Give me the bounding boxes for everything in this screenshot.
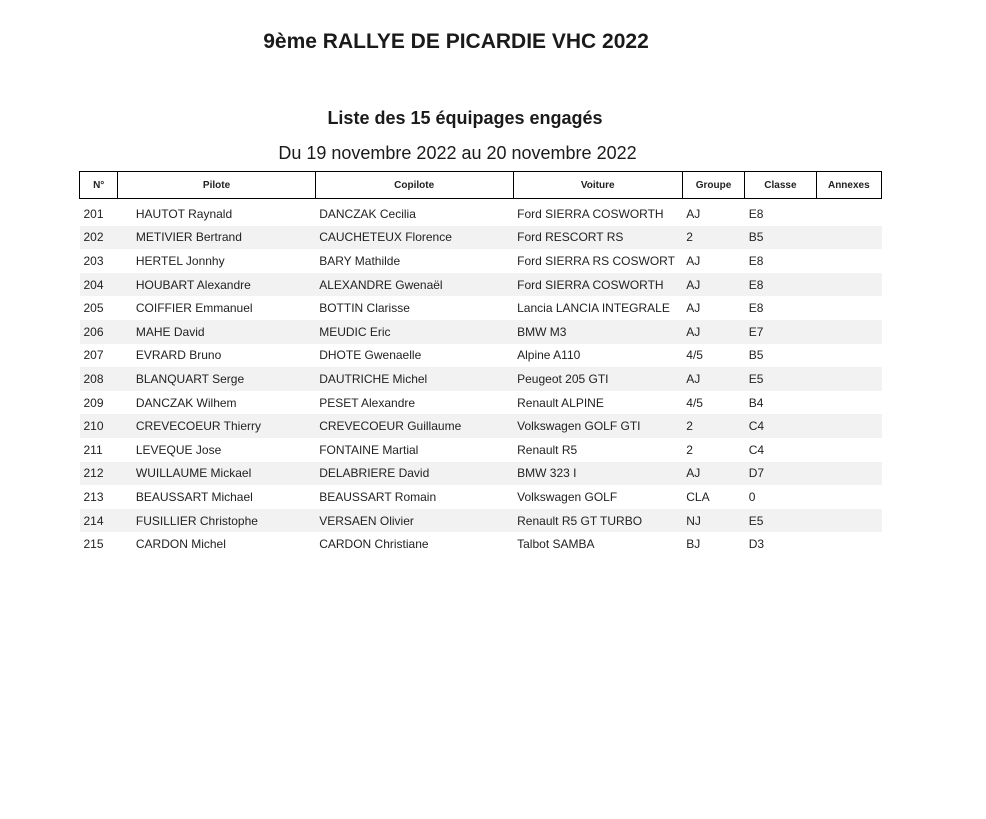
cell-pilote: HOUBART Alexandre: [118, 273, 315, 297]
cell-pilote: HAUTOT Raynald: [135, 206, 233, 221]
table-row: [80, 367, 882, 391]
cell-voiture: Ford RESCORT RS: [513, 226, 682, 250]
entries-table: [79, 171, 882, 556]
cell-copilote: CREVECOEUR Guillaume: [315, 414, 513, 438]
cell-groupe: AJ: [686, 301, 701, 316]
table-row: [80, 296, 882, 320]
cell-copilote: CARDON Christiane: [319, 537, 429, 552]
cell-num: 208: [80, 367, 118, 391]
table-row: [80, 391, 882, 415]
cell-classe: 0: [748, 489, 756, 504]
cell-classe: E5: [745, 367, 816, 391]
cell-classe: B5: [745, 226, 816, 250]
cell-voiture: Lancia LANCIA INTEGRALE: [517, 301, 670, 316]
cell-groupe: 4/5: [686, 348, 703, 363]
cell-groupe: AJ: [682, 273, 744, 297]
cell-voiture: Ford SIERRA COSWORTH: [517, 206, 664, 221]
table-row: [80, 344, 882, 368]
cell-copilote: DANCZAK Cecilia: [319, 206, 416, 221]
cell-copilote: ALEXANDRE Gwenaël: [315, 273, 513, 297]
cell-num: 207: [83, 348, 104, 363]
cell-copilote: BEAUSSART Romain: [319, 489, 437, 504]
cell-classe: E8: [748, 206, 764, 221]
cell-voiture: Ford SIERRA RS COSWORT: [517, 253, 675, 268]
table-row: [80, 199, 882, 226]
cell-annexes: [816, 226, 881, 250]
column-header-pilote: Pilote: [118, 172, 315, 199]
cell-num: 205: [83, 301, 104, 316]
table-row: [80, 249, 882, 273]
cell-pilote: CARDON Michel: [135, 537, 226, 552]
cell-pilote: METIVIER Bertrand: [118, 226, 315, 250]
cell-copilote: DELABRIERE David: [315, 462, 513, 486]
cell-num: 203: [83, 253, 104, 268]
cell-voiture: Renault R5: [517, 442, 578, 457]
cell-num: 213: [83, 489, 104, 504]
cell-groupe: 2: [682, 226, 744, 250]
cell-num: 202: [80, 226, 118, 250]
cell-copilote: MEUDIC Eric: [315, 320, 513, 344]
cell-annexes: [816, 320, 881, 344]
table-row: [80, 414, 882, 438]
cell-voiture: Volkswagen GOLF: [517, 489, 618, 504]
cell-pilote: BLANQUART Serge: [118, 367, 315, 391]
cell-groupe: AJ: [682, 367, 744, 391]
cell-pilote: EVRARD Bruno: [135, 348, 222, 363]
cell-groupe: CLA: [686, 489, 710, 504]
cell-classe: B5: [748, 348, 764, 363]
column-header-num: N°: [80, 172, 118, 199]
cell-pilote: WUILLAUME Mickael: [118, 462, 315, 486]
cell-voiture: Ford SIERRA COSWORTH: [513, 273, 682, 297]
cell-pilote: CREVECOEUR Thierry: [118, 414, 315, 438]
column-header-voiture: Voiture: [513, 172, 682, 199]
cell-pilote: BEAUSSART Michael: [135, 489, 253, 504]
cell-classe: B4: [748, 395, 764, 410]
cell-groupe: AJ: [686, 206, 701, 221]
table-row: [80, 226, 882, 250]
cell-voiture: BMW 323 I: [513, 462, 682, 486]
cell-num: 215: [83, 537, 104, 552]
cell-num: 209: [83, 395, 104, 410]
cell-num: 210: [80, 414, 118, 438]
cell-copilote: BARY Mathilde: [319, 253, 401, 268]
cell-num: 211: [83, 442, 103, 457]
cell-classe: E8: [745, 273, 816, 297]
document-subtitle: Liste des 15 équipages engagés: [327, 108, 603, 128]
cell-pilote: COIFFIER Emmanuel: [135, 301, 253, 316]
cell-pilote: LEVEQUE Jose: [135, 442, 222, 457]
cell-pilote: HERTEL Jonnhy: [135, 253, 225, 268]
cell-pilote: DANCZAK Wilhem: [135, 395, 237, 410]
cell-voiture: Renault R5 GT TURBO: [513, 509, 682, 533]
cell-annexes: [816, 509, 881, 533]
table-row: [80, 532, 882, 556]
cell-voiture: Volkswagen GOLF GTI: [513, 414, 682, 438]
cell-annexes: [816, 414, 881, 438]
table-row: [80, 509, 882, 533]
table-header-row: [80, 172, 882, 199]
table-row: [80, 273, 882, 297]
cell-annexes: [816, 367, 881, 391]
cell-groupe: BJ: [686, 537, 701, 552]
cell-annexes: [816, 296, 881, 320]
column-header-annexes: Annexes: [816, 172, 881, 199]
cell-num: 204: [80, 273, 118, 297]
cell-num: 206: [80, 320, 118, 344]
event-dates: Du 19 novembre 2022 au 20 novembre 2022: [278, 143, 637, 163]
cell-classe: E8: [748, 253, 764, 268]
cell-voiture: Alpine A110: [517, 348, 581, 363]
cell-annexes: [816, 438, 881, 462]
column-header-groupe: Groupe: [682, 172, 744, 199]
cell-groupe: 4/5: [686, 395, 703, 410]
cell-copilote: DHOTE Gwenaelle: [319, 348, 422, 363]
cell-annexes: [816, 344, 881, 368]
cell-classe: D3: [748, 537, 765, 552]
cell-annexes: [816, 532, 881, 556]
table-row: [80, 320, 882, 344]
cell-groupe: 2: [686, 442, 693, 457]
cell-groupe: NJ: [682, 509, 744, 533]
table-row: [80, 438, 882, 462]
cell-copilote: DAUTRICHE Michel: [315, 367, 513, 391]
cell-classe: C4: [748, 442, 765, 457]
cell-num: 214: [80, 509, 118, 533]
cell-copilote: CAUCHETEUX Florence: [315, 226, 513, 250]
cell-copilote: FONTAINE Martial: [319, 442, 419, 457]
cell-voiture: BMW M3: [513, 320, 682, 344]
cell-copilote: PESET Alexandre: [319, 395, 416, 410]
cell-groupe: AJ: [682, 462, 744, 486]
cell-groupe: 2: [682, 414, 744, 438]
cell-annexes: [816, 391, 881, 415]
cell-voiture: Talbot SAMBA: [517, 537, 595, 552]
cell-copilote: BOTTIN Clarisse: [319, 301, 410, 316]
cell-copilote: VERSAEN Olivier: [315, 509, 513, 533]
cell-voiture: Peugeot 205 GTI: [513, 367, 682, 391]
cell-groupe: AJ: [682, 320, 744, 344]
cell-voiture: Renault ALPINE: [517, 395, 604, 410]
column-header-copilote: Copilote: [315, 172, 513, 199]
document-title: 9ème RALLYE DE PICARDIE VHC 2022: [263, 30, 649, 53]
cell-classe: C4: [745, 414, 816, 438]
cell-annexes: [816, 199, 881, 226]
cell-classe: E7: [745, 320, 816, 344]
cell-groupe: AJ: [686, 253, 701, 268]
table-row: [80, 462, 882, 486]
cell-classe: D7: [745, 462, 816, 486]
cell-pilote: MAHE David: [118, 320, 315, 344]
cell-classe: E5: [745, 509, 816, 533]
column-header-classe: Classe: [745, 172, 816, 199]
cell-annexes: [816, 273, 881, 297]
cell-annexes: [816, 485, 881, 509]
cell-classe: E8: [748, 301, 764, 316]
cell-annexes: [816, 462, 881, 486]
table-row: [80, 485, 882, 509]
cell-annexes: [816, 249, 881, 273]
cell-num: 212: [80, 462, 118, 486]
cell-num: 201: [83, 206, 104, 221]
cell-pilote: FUSILLIER Christophe: [118, 509, 315, 533]
